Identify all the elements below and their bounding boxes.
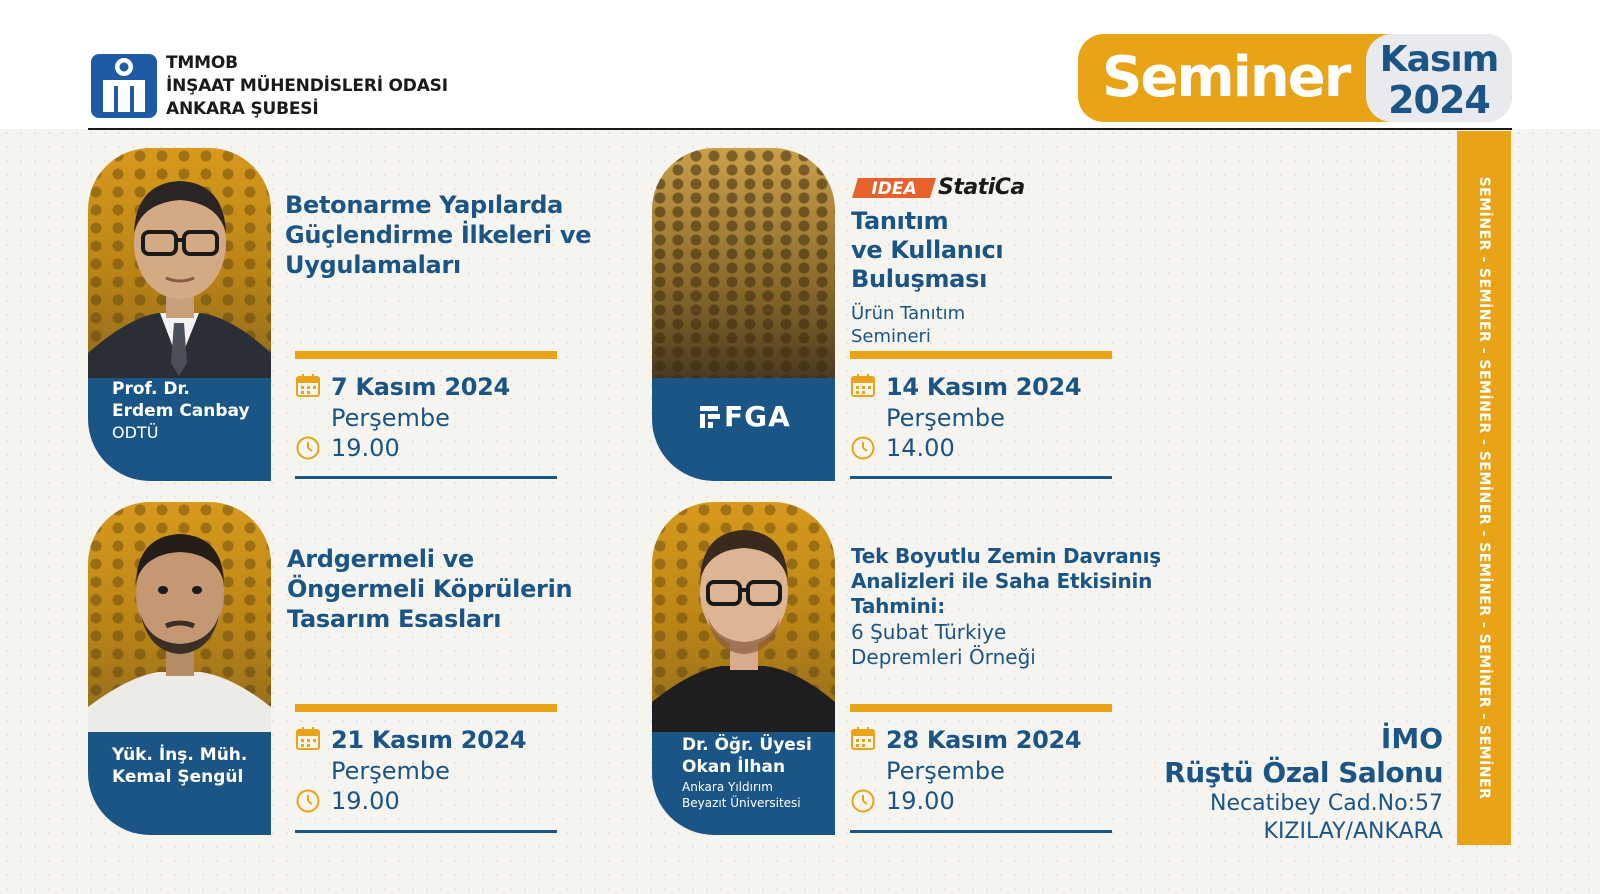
speaker-photo-4	[652, 502, 835, 732]
imo-logo-icon	[88, 50, 160, 122]
speaker-photo-3	[88, 502, 271, 732]
organization-name	[166, 52, 448, 121]
speaker-4-line-2: Okan İlhan	[682, 757, 786, 777]
event-1-date: 7 Kasım 2024	[331, 373, 510, 401]
event-2-subtitle-line-1: Ürün Tanıtım	[851, 303, 966, 324]
speaker-card-1	[88, 148, 271, 481]
event-1-title-line-3: Uygulamaları	[285, 251, 461, 279]
event-4-bottom-bar	[850, 830, 1112, 833]
speaker-4-line-1: Dr. Öğr. Üyesi	[682, 735, 812, 755]
clock-icon	[850, 435, 876, 461]
speaker-card-3	[88, 502, 271, 835]
event-4-title-line-3: Tahmini:	[851, 594, 945, 618]
event-4-subtitle-line-2: Depremleri Örneği	[851, 645, 1036, 669]
badge-month: Kasım	[1379, 39, 1499, 80]
event-3-date: 21 Kasım 2024	[331, 726, 527, 754]
idea-statica-logo	[852, 176, 936, 200]
brand-name: StatiCa	[938, 175, 1025, 200]
event-4-day: Perşembe	[886, 757, 1005, 785]
badge-year: 2024	[1388, 78, 1490, 122]
clock-icon	[295, 788, 321, 814]
event-2-title-line-3: Buluşması	[851, 265, 987, 293]
speaker-3-line-2: Kemal Şengül	[112, 767, 244, 787]
event-2-day: Perşembe	[886, 404, 1005, 432]
event-2-date: 14 Kasım 2024	[886, 373, 1082, 401]
event-1-bottom-bar	[295, 476, 557, 479]
event-2-title-line-1: Tanıtım	[851, 207, 949, 235]
event-4-time: 19.00	[886, 787, 955, 815]
org-line-2: İNŞAAT MÜHENDİSLERİ ODASI	[166, 76, 448, 96]
event-3-bottom-bar	[295, 830, 557, 833]
event-2-time: 14.00	[886, 434, 955, 462]
org-line-3: ANKARA ŞUBESİ	[166, 99, 319, 119]
speaker-4-affiliation-line-1: Ankara Yıldırım	[682, 780, 773, 794]
event-1-top-bar	[295, 351, 557, 359]
event-2-title-line-2: ve Kullanıcı	[851, 236, 1004, 264]
event-2-bottom-bar	[850, 476, 1112, 479]
event-4-subtitle-line-1: 6 Şubat Türkiye	[851, 620, 1007, 644]
event-3-top-bar	[295, 704, 557, 712]
event-4-title-line-1: Tek Boyutlu Zemin Davranış	[851, 544, 1161, 568]
venue-street: Necatibey Cad.No:57	[1210, 791, 1443, 816]
event-3-day: Perşembe	[331, 757, 450, 785]
speaker-1-line-2: Erdem Canbay	[112, 401, 250, 421]
venue-hall: Rüştü Özal Salonu	[1164, 756, 1443, 789]
event-3-title-line-1: Ardgermeli ve	[287, 545, 474, 573]
event-1-time: 19.00	[331, 434, 400, 462]
calendar-icon	[850, 373, 876, 399]
calendar-icon	[850, 726, 876, 752]
clock-icon	[850, 788, 876, 814]
header-divider	[88, 128, 1512, 130]
event-3-time: 19.00	[331, 787, 400, 815]
event-4-date: 28 Kasım 2024	[886, 726, 1082, 754]
event-2-subtitle-line-2: Semineri	[851, 326, 931, 347]
speaker-1-line-1: Prof. Dr.	[112, 379, 190, 399]
event-1-title-line-2: Güçlendirme İlkeleri ve	[285, 221, 592, 249]
event-3-title-line-2: Öngermeli Köprülerin	[287, 575, 573, 603]
speaker-card-4	[652, 502, 835, 835]
speaker-photo-1	[88, 148, 271, 378]
sponsor-name: FGA	[724, 400, 791, 433]
svg-text:IDEA: IDEA	[871, 179, 917, 199]
event-3-title-line-3: Tasarım Esasları	[287, 605, 502, 633]
event-4-top-bar	[850, 704, 1112, 712]
event-1-title-line-1: Betonarme Yapılarda	[285, 191, 563, 219]
clock-icon	[295, 435, 321, 461]
speaker-4-affiliation-line-2: Beyazıt Üniversitesi	[682, 796, 801, 810]
calendar-icon	[295, 373, 321, 399]
speaker-3-line-1: Yük. İnş. Müh.	[112, 745, 248, 765]
side-strip-text: SEMİNER - SEMİNER - SEMİNER - SEMİNER - SEMİNER - SEMİNER - SEMİNER	[1476, 176, 1492, 800]
event-1-day: Perşembe	[331, 404, 450, 432]
event-4-title-line-2: Analizleri ile Saha Etkisinin	[851, 569, 1153, 593]
calendar-icon	[295, 726, 321, 752]
speaker-1-affiliation: ODTÜ	[112, 423, 159, 442]
seminar-date-badge	[1366, 34, 1512, 122]
event-2-top-bar	[850, 351, 1112, 359]
org-line-1: TMMOB	[166, 53, 238, 73]
venue-city: KIZILAY/ANKARA	[1263, 819, 1443, 844]
seminar-badge-label: Seminer	[1102, 45, 1350, 110]
venue-organization: İMO	[1380, 722, 1443, 755]
